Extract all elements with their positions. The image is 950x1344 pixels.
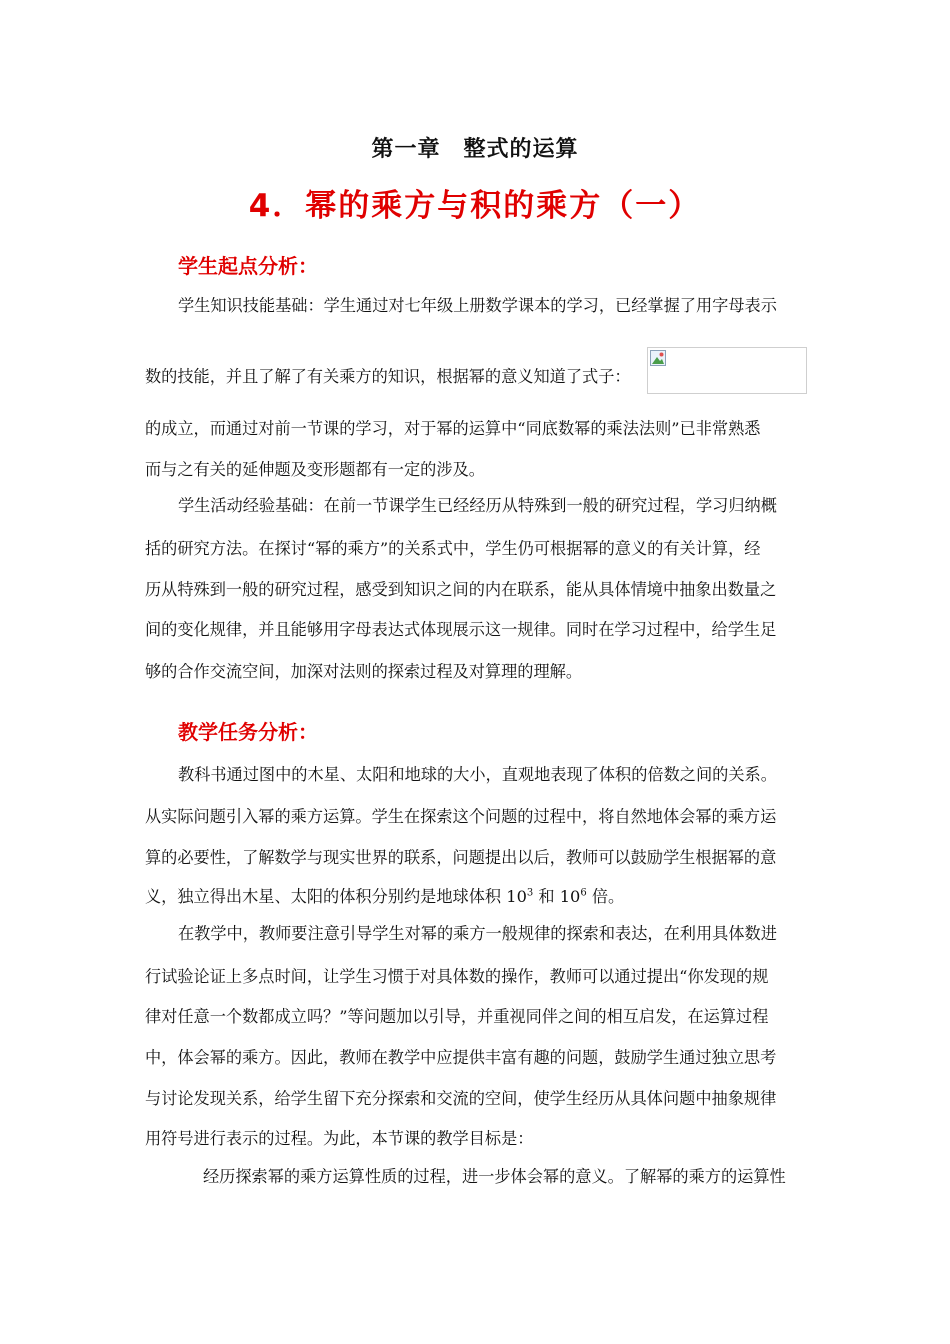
paragraph-line: 用符号进行表示的过程。为此，本节课的教学目标是： bbox=[145, 1129, 534, 1148]
paragraph-line: 学生知识技能基础：学生通过对七年级上册数学课本的学习，已经掌握了用字母表示 bbox=[178, 296, 777, 315]
paragraph-line: 数的技能，并且了解了有关乘方的知识，根据幂的意义知道了式子： bbox=[145, 367, 631, 386]
section-heading-student-analysis: 学生起点分析： bbox=[178, 254, 318, 278]
paragraph-line: 的成立，而通过对前一节课的学习，对于幂的运算中“同底数幂的乘法法则”已非常熟悉 bbox=[145, 419, 761, 438]
exponent: 6 bbox=[580, 887, 587, 899]
paragraph-line: 经历探索幂的乘方运算性质的过程，进一步体会幂的意义。了解幂的乘方的运算性 bbox=[203, 1167, 786, 1186]
chapter-heading: 第一章 整式的运算 bbox=[371, 137, 579, 162]
volume-text-middle: 和 10 bbox=[533, 887, 581, 906]
paragraph-line: 教科书通过图中的木星、太阳和地球的大小，直观地表现了体积的倍数之间的关系。 bbox=[178, 765, 777, 784]
paragraph-line: 间的变化规律，并且能够用字母表达式体现展示这一规律。同时在学习过程中，给学生足 bbox=[145, 620, 777, 639]
paragraph-line: 而与之有关的延伸题及变形题都有一定的涉及。 bbox=[145, 460, 485, 479]
paragraph-line: 历从特殊到一般的研究过程，感受到知识之间的内在联系，能从具体情境中抽象出数量之 bbox=[145, 580, 777, 599]
lesson-title: 4．幂的乘方与积的乘方（一） bbox=[248, 188, 702, 224]
paragraph-line: 与讨论发现关系，给学生留下充分探索和交流的空间，使学生经历从具体问题中抽象规律 bbox=[145, 1089, 777, 1108]
paragraph-line: 算的必要性，了解数学与现实世界的联系，问题提出以后，教师可以鼓励学生根据幂的意 bbox=[145, 848, 777, 867]
paragraph-line: 律对任意一个数都成立吗？”等问题加以引导，并重视同伴之间的相互启发，在运算过程 bbox=[145, 1007, 769, 1026]
section-heading-task-analysis: 教学任务分析： bbox=[178, 720, 318, 744]
paragraph-line-volume bbox=[145, 883, 624, 907]
formula-image-placeholder bbox=[647, 347, 807, 394]
paragraph-line: 学生活动经验基础：在前一节课学生已经经历从特殊到一般的研究过程，学习归纳概 bbox=[178, 496, 777, 515]
paragraph-line: 够的合作交流空间，加深对法则的探索过程及对算理的理解。 bbox=[145, 662, 583, 681]
paragraph-line: 括的研究方法。在探讨“幂的乘方”的关系式中，学生仍可根据幂的意义的有关计算，经 bbox=[145, 539, 761, 558]
paragraph-line: 从实际问题引入幂的乘方运算。学生在探索这个问题的过程中，将自然地体会幂的乘方运 bbox=[145, 807, 777, 826]
broken-image-icon bbox=[650, 350, 666, 366]
exponent: 3 bbox=[526, 887, 534, 899]
paragraph-line: 行试验论证上多点时间，让学生习惯于对具体数的操作，教师可以通过提出“你发现的规 bbox=[145, 967, 769, 986]
paragraph-line: 在教学中，教师要注意引导学生对幂的乘方一般规律的探索和表达，在利用具体数进 bbox=[178, 924, 777, 943]
paragraph-line: 中，体会幂的乘方。因此，教师在教学中应提供丰富有趣的问题，鼓励学生通过独立思考 bbox=[145, 1048, 777, 1067]
volume-text-suffix: 倍。 bbox=[586, 887, 625, 906]
volume-text-prefix: 义，独立得出木星、太阳的体积分别约是地球体积 10 bbox=[145, 887, 527, 906]
